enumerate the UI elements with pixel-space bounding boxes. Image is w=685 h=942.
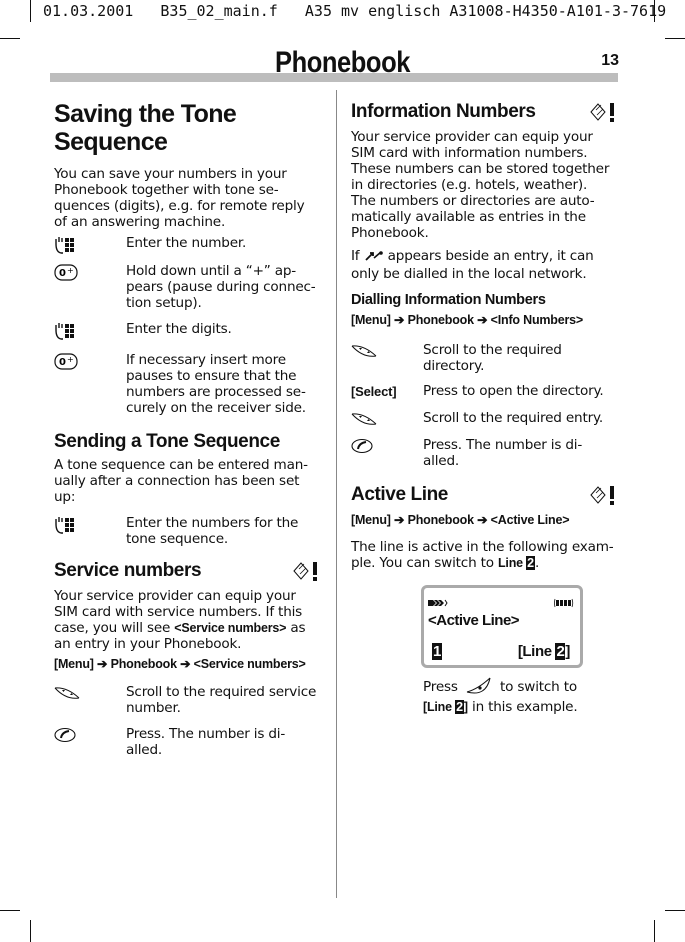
dialling-step: Scroll to the required entry. — [351, 410, 619, 427]
tone-step: Enter the digits. — [54, 321, 322, 342]
svg-text:0: 0 — [59, 357, 66, 368]
display-softkeys — [432, 643, 570, 660]
active-heading: Active Line — [351, 484, 448, 505]
scroll-key-icon — [351, 410, 423, 427]
dialling-step: Scroll to the required directory. — [351, 342, 619, 374]
display-status-bar — [427, 593, 574, 607]
sending-text: A tone sequence can be entered man- ually after a connection has been set up: — [54, 457, 308, 505]
active-heading-row — [351, 483, 619, 507]
dialling-step: Press. The number is di- alled. — [351, 437, 619, 469]
print-file: B35_02_main.f — [160, 2, 278, 20]
scroll-key-icon — [54, 684, 126, 701]
active-menu-path: [Menu] ➔ Phonebook ➔ <Active Line> — [351, 513, 570, 527]
active-text: The line is active in the following exam- ple. You can switch to Line 2. — [351, 539, 614, 571]
keypad-icon — [54, 321, 126, 342]
tone-intro: You can save your numbers in your Phonebook together with tone se- quences (digits), e.g. for remote reply of an answering machine. — [54, 166, 305, 230]
provider-dependent-icon — [589, 101, 619, 123]
provider-dependent-icon — [589, 484, 619, 506]
provider-dependent-icon — [292, 560, 322, 582]
crop-mark — [654, 920, 655, 942]
press-text: Press to switch to [Line 2] in this example. — [423, 679, 578, 715]
select-softkey: [Select] — [351, 384, 397, 399]
crop-mark — [665, 910, 685, 911]
call-key-icon — [351, 437, 423, 454]
display-right-softkey: [Line 2] — [517, 643, 570, 660]
tone-step: Enter the number. — [54, 235, 322, 256]
dialling-menu-path: [Menu] ➔ Phonebook ➔ <Info Numbers> — [351, 313, 584, 327]
info-heading-row — [351, 100, 619, 124]
tone-step: 0 + Hold down until a “+” ap- pears (pause during connec- tion setup). — [54, 263, 322, 311]
zero-plus-key-icon — [54, 352, 126, 371]
page-title: Phonebook — [274, 46, 411, 79]
service-menu-path: [Menu] ➔ Phonebook ➔ <Service numbers> — [54, 657, 306, 671]
service-heading-row — [54, 559, 322, 583]
service-step: Press. The number is di- alled. — [54, 726, 322, 758]
dialling-step: [Select] Press to open the directory. — [351, 383, 604, 399]
display-left-softkey: 1 — [433, 643, 441, 660]
print-doc: A35 mv englisch A31008-H4350-A101-3-7619 — [304, 2, 667, 20]
service-text: Your service provider can equip your SIM card with service numbers. If this case, you will see <Service numbers> as an entry in your Phonebook. — [54, 588, 306, 652]
service-heading: Service numbers — [54, 560, 202, 581]
crop-mark — [0, 910, 20, 911]
dialling-heading: Dialling Information Numbers — [351, 292, 546, 308]
svg-text:0: 0 — [59, 268, 66, 279]
svg-text:+: + — [67, 355, 74, 364]
info-local-text: If appears beside an entry, it can only be dialled in the local network. — [351, 248, 594, 282]
svg-text:+: + — [67, 266, 74, 275]
print-date: 01.03.2001 — [43, 2, 134, 20]
tone-step: 0 + If necessary insert more pauses to ensure that the numbers are processed se- curely on the receiver side. — [54, 352, 322, 416]
crop-mark — [30, 0, 31, 22]
battery-icon — [554, 593, 574, 607]
crop-mark — [0, 38, 20, 39]
keypad-icon — [54, 235, 126, 256]
call-key-icon — [54, 726, 126, 743]
crop-mark — [665, 38, 685, 39]
zero-plus-key-icon — [54, 263, 126, 282]
scroll-key-icon — [351, 342, 423, 359]
sending-heading: Sending a Tone Sequence — [54, 431, 280, 452]
sending-step: Enter the numbers for the tone sequence. — [54, 515, 322, 547]
column-divider — [336, 90, 337, 898]
signal-strength-icon — [427, 593, 449, 607]
page-number: 13 — [601, 52, 619, 69]
crop-mark — [30, 920, 31, 942]
tone-heading: Saving the Tone Sequence — [54, 100, 237, 156]
info-heading: Information Numbers — [351, 101, 536, 122]
phone-display — [421, 585, 583, 668]
right-column — [351, 100, 619, 571]
service-step: Scroll to the required service number. — [54, 684, 322, 716]
display-entry: <Active Line> — [428, 612, 520, 629]
keypad-icon — [54, 515, 126, 536]
print-header — [43, 2, 666, 20]
info-text: Your service provider can equip your SIM card with information numbers. These numbers can be stored together in directories (e.g. hotels, weather). The numbers or directories are auto- matically available as entries in the Phonebook. — [351, 129, 610, 241]
left-column — [54, 100, 322, 758]
local-network-icon — [364, 250, 384, 266]
right-softkey-icon — [466, 677, 492, 699]
